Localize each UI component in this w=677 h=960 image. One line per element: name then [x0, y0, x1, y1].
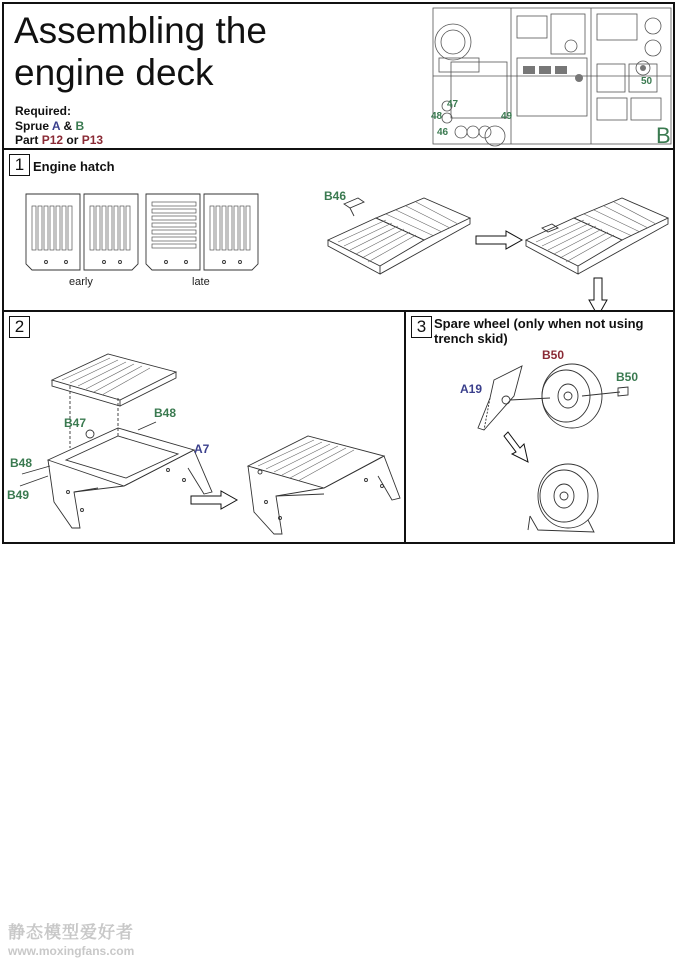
- step-3-part-b50-top: B50: [542, 348, 565, 362]
- title-line-2: engine deck: [14, 52, 214, 93]
- sprue-prefix: Sprue: [15, 118, 50, 133]
- step-2-panel: [2, 310, 408, 544]
- step-3-title: [434, 316, 643, 346]
- watermark: [8, 918, 134, 958]
- sprue-part-label-48: 48: [431, 111, 443, 122]
- step-1-part-b46: B46: [324, 189, 347, 203]
- step-2-part-b49: B49: [7, 488, 30, 502]
- step-2-part-a7: A7: [194, 442, 210, 456]
- spare-wheel-assembled-drawing: [524, 460, 614, 540]
- part-prefix: Part: [15, 133, 39, 147]
- requirements: [15, 104, 103, 148]
- step-3-part-b50-right: B50: [616, 370, 639, 384]
- step-2-part-b48-left: B48: [10, 456, 33, 470]
- engine-deck-assembled-drawing: [236, 422, 406, 537]
- spare-wheel-exploded-drawing: [470, 360, 650, 440]
- watermark-url: www.moxingfans.com: [8, 944, 135, 958]
- part-p13: P13: [81, 133, 104, 147]
- sprue-diagram: [431, 6, 675, 148]
- variant-late-label: late: [192, 276, 210, 288]
- sprue-part-label-47: 47: [447, 99, 459, 110]
- part-p12: P12: [41, 133, 64, 147]
- required-label: Required:: [15, 104, 72, 118]
- step-2-part-b48-right: B48: [154, 406, 177, 420]
- sprue-b: B: [75, 118, 85, 133]
- sprue-a: A: [51, 118, 61, 133]
- step-3-panel: [404, 310, 675, 544]
- sprue-letter: B: [656, 123, 671, 148]
- step-2-part-b47: B47: [64, 416, 87, 430]
- hatch-early-drawing: [24, 192, 144, 277]
- step-1-panel: [2, 148, 675, 312]
- step-3-title-line-1: Spare wheel (only when not using: [434, 316, 644, 331]
- hatch-late-drawing: [144, 192, 264, 277]
- step-1-title: Engine hatch: [33, 159, 115, 174]
- step-3-number: 3: [411, 316, 432, 338]
- step-3-part-a19: A19: [460, 382, 483, 396]
- step-3-title-line-2: trench skid): [434, 331, 508, 346]
- title-line-1: Assembling the: [14, 10, 267, 51]
- sprue-and: &: [63, 118, 73, 133]
- part-line: [15, 133, 103, 148]
- part-or: or: [66, 133, 79, 147]
- variant-early-label: early: [69, 276, 93, 288]
- sprue-line: [15, 119, 103, 134]
- step-2-arrow: [189, 490, 239, 510]
- sprue-part-label-49: 49: [501, 111, 513, 122]
- step-1-arrow: [474, 230, 524, 250]
- sprue-part-label-46: 46: [437, 127, 449, 138]
- step-2-number: 2: [9, 316, 30, 338]
- hatch-assembly-before-drawing: [324, 188, 474, 293]
- step-1-number: 1: [9, 154, 30, 176]
- watermark-site-name: 静态模型爱好者: [8, 923, 134, 942]
- sprue-part-label-50: 50: [641, 76, 653, 87]
- page-title: [14, 10, 267, 94]
- header-panel: [2, 2, 675, 150]
